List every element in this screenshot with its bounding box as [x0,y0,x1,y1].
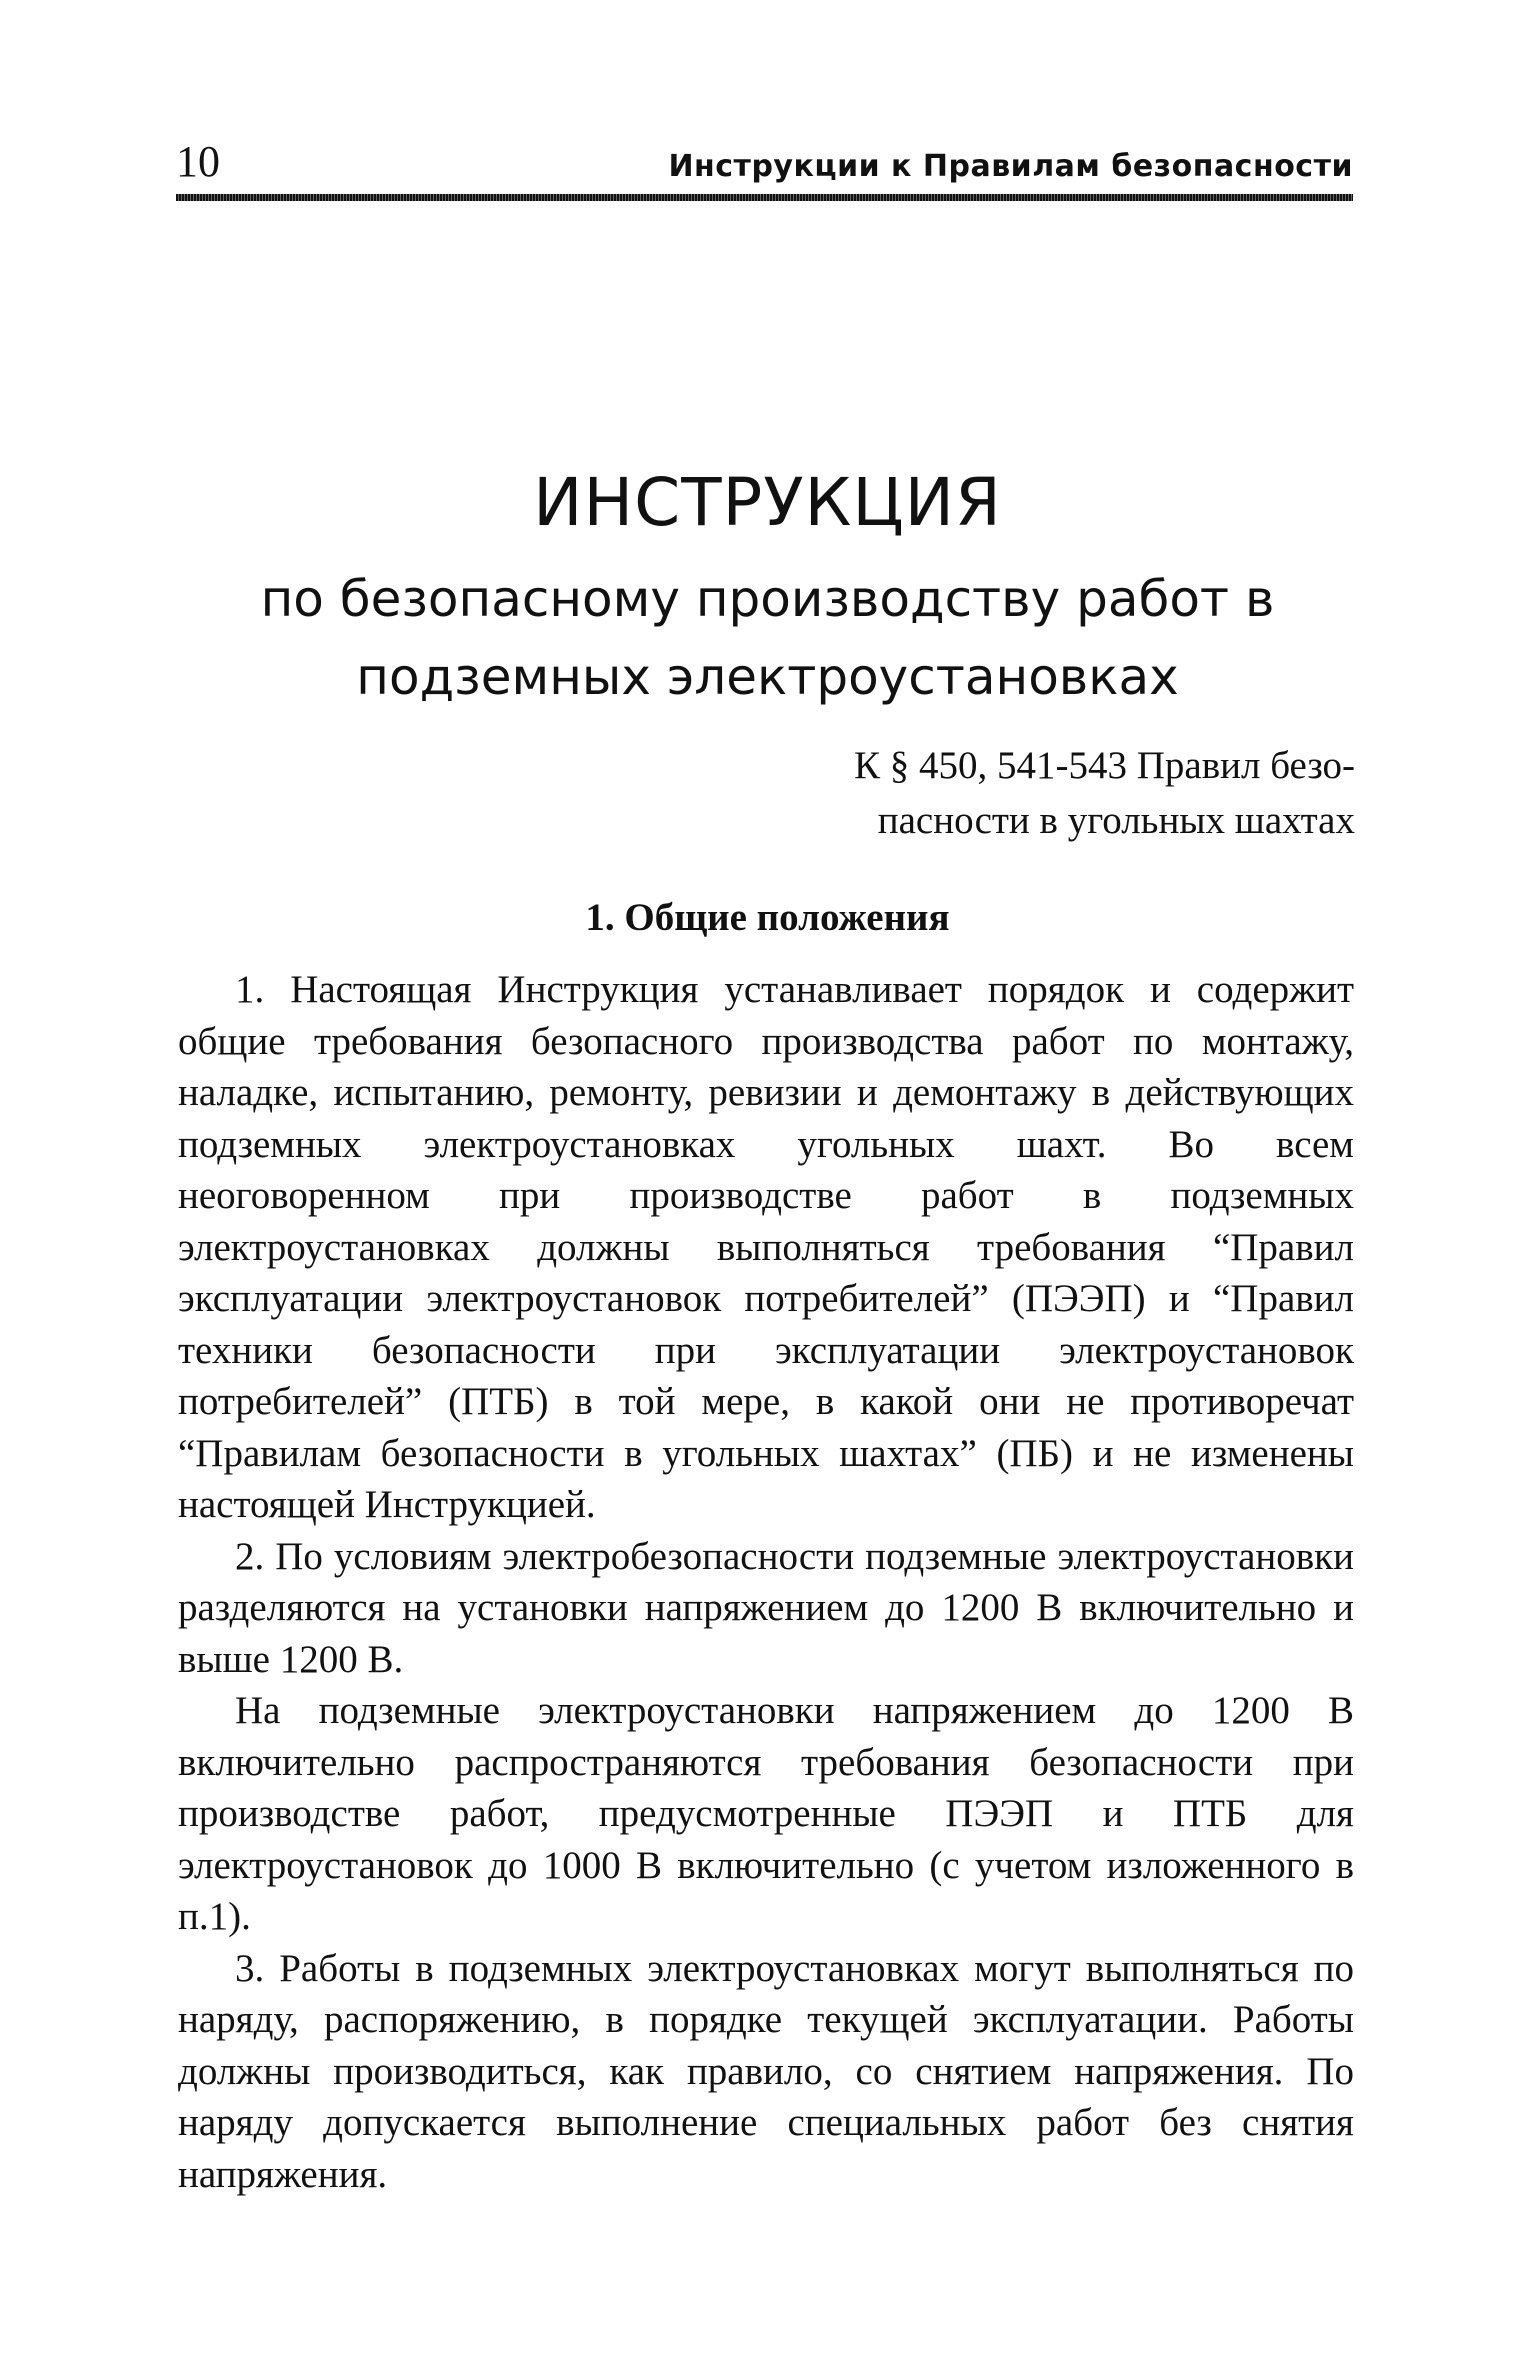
paragraph-2: 2. По условиям электробезопасности подземные электроустановки разделяются на установки напряжением до 1200 В включительно и выше 1200 В. [178,1534,1354,1681]
paragraph-1: 1. Настоящая Инструкция устанавливает порядок и содержит общие требования безопасного производства работ по монтажу, наладке, испытанию, ремонту, ревизии и демонтажу в действующих подземных электроустановках угольных шахт. Во всем неоговоренном при производстве работ в подземных электроустановках должны выполняться требования “Правил эксплуатации электроустановок потребителей” (ПЭЭП) и “Правил техники безопасности при эксплуатации электроустановок потребителей” (ПТБ) в той мере, в какой они не противоречат “Правилам безопасности в угольных шахтах” (ПБ) и не изменены настоящей Инструкцией. [178,968,1354,1526]
page-number: 10 [176,137,220,186]
header-rule [176,194,1353,201]
section-heading: 1. Общие положения [585,896,950,939]
reference-line-1: К § 450, 541-543 Правил безо- [853,744,1355,787]
paragraph-3: На подземные электроустановки напряжением до 1200 В включительно распространяются требования безопасности при производстве работ, предусмотренные ПЭЭП и ПТБ для электроустановок до 1000 В включительно (с учетом изложенного в п.1). [178,1689,1354,1938]
document-subtitle [0,560,1535,716]
subtitle-line-1: по безопасному производству работ в [260,570,1275,628]
reference-line-2: пасности в угольных шахтах [877,799,1355,842]
running-head: Инструкции к Правилам безопасности [668,149,1353,184]
paragraph-4: 3. Работы в подземных электроустановках могут выполняться по наряду, распоряжению, в порядке текущей эксплуатации. Работы должны производиться, как правило, со снятием напряжения. По наряду допускается выполнение специальных работ без снятия напряжения. [178,1946,1354,2196]
document-title: ИНСТРУКЦИЯ [533,464,1002,541]
rules-reference [854,738,1355,848]
body-text [178,964,1354,2200]
subtitle-line-2: подземных электроустановках [356,648,1179,706]
